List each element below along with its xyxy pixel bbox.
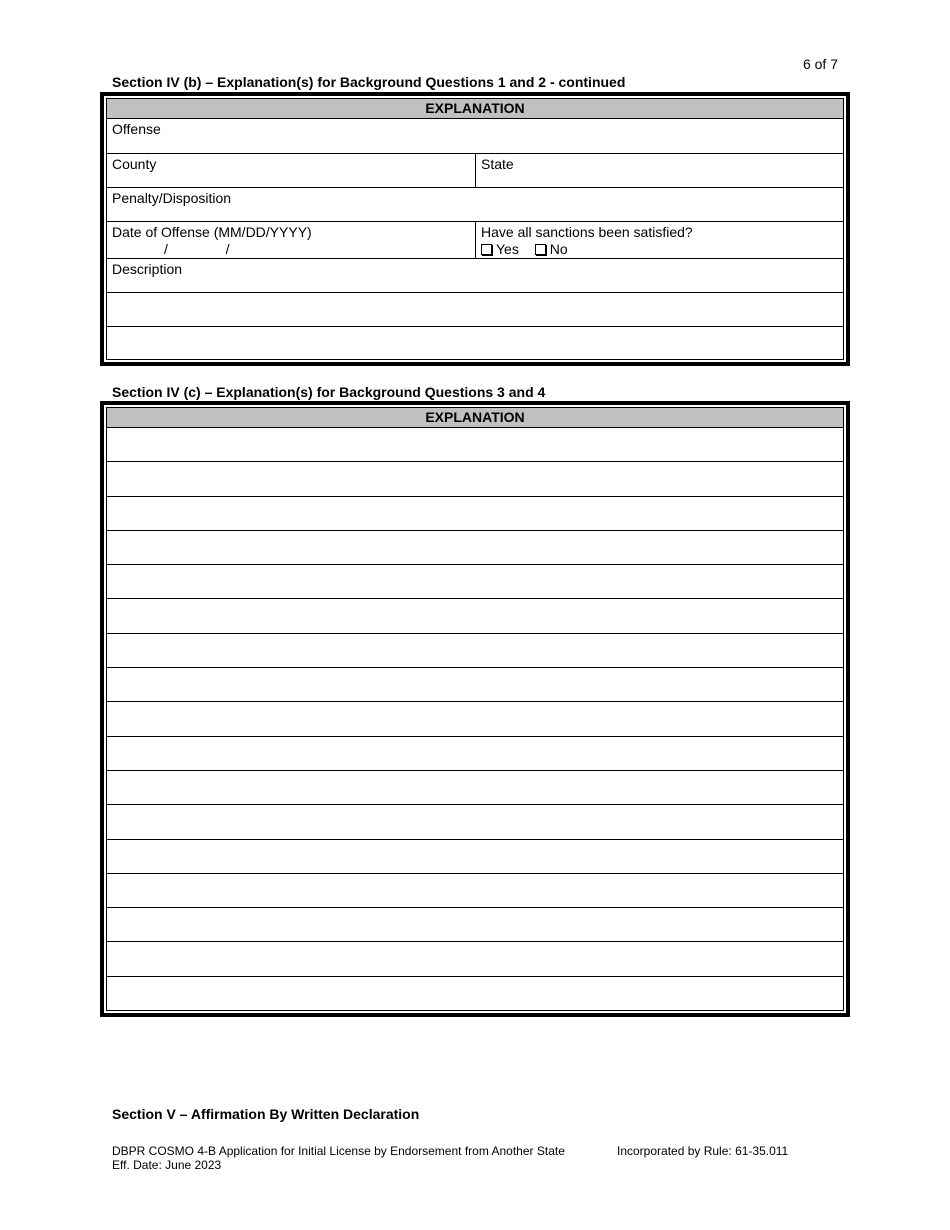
footer-rule: Incorporated by Rule: 61-35.011 xyxy=(617,1144,789,1158)
yes-label: Yes xyxy=(496,241,519,257)
explanation-line[interactable] xyxy=(107,565,843,599)
state-label: State xyxy=(481,156,514,172)
yes-checkbox[interactable] xyxy=(481,244,492,255)
section-v-title: Section V – Affirmation By Written Declaration xyxy=(112,1106,420,1122)
page-number: 6 of 7 xyxy=(802,56,838,72)
date-slash-2: / xyxy=(225,241,230,257)
section-b-header: EXPLANATION xyxy=(107,99,843,119)
explanation-line[interactable] xyxy=(107,874,843,908)
county-state-row xyxy=(107,154,843,188)
penalty-row[interactable] xyxy=(107,188,843,222)
explanation-line[interactable] xyxy=(107,977,843,1011)
explanation-line[interactable] xyxy=(107,908,843,942)
date-of-offense-label: Date of Offense (MM/DD/YYYY) xyxy=(112,224,312,240)
explanation-line[interactable] xyxy=(107,634,843,668)
section-c-header: EXPLANATION xyxy=(107,408,843,428)
date-sanctions-row xyxy=(107,222,843,259)
section-b-table xyxy=(100,92,850,366)
offense-row[interactable] xyxy=(107,119,843,154)
footer xyxy=(112,1144,565,1172)
explanation-line[interactable] xyxy=(107,737,843,771)
offense-label: Offense xyxy=(112,121,161,137)
no-checkbox[interactable] xyxy=(535,244,546,255)
county-field[interactable] xyxy=(107,154,476,187)
section-c-table xyxy=(100,401,850,1017)
section-b-title: Section IV (b) – Explanation(s) for Background Questions 1 and 2 - continued xyxy=(112,74,626,90)
sanctions-options xyxy=(481,241,838,258)
sanctions-field xyxy=(476,222,843,258)
explanation-line[interactable] xyxy=(107,668,843,702)
sanctions-label: Have all sanctions been satisfied? xyxy=(481,224,693,240)
section-c-title: Section IV (c) – Explanation(s) for Background Questions 3 and 4 xyxy=(112,384,546,400)
description-line[interactable] xyxy=(107,327,843,361)
explanation-line[interactable] xyxy=(107,497,843,531)
date-slash-1: / xyxy=(164,241,168,257)
description-line[interactable] xyxy=(107,293,843,327)
description-row[interactable] xyxy=(107,259,843,293)
county-label: County xyxy=(112,156,157,172)
date-slashes xyxy=(112,241,470,258)
date-of-offense-field[interactable] xyxy=(107,222,476,258)
explanation-line[interactable] xyxy=(107,840,843,874)
penalty-label: Penalty/Disposition xyxy=(112,190,232,206)
description-label: Description xyxy=(112,261,183,277)
no-label: No xyxy=(549,241,568,257)
state-field[interactable] xyxy=(476,154,843,187)
explanation-line[interactable] xyxy=(107,531,843,565)
explanation-line[interactable] xyxy=(107,942,843,976)
explanation-line[interactable] xyxy=(107,428,843,462)
explanation-line[interactable] xyxy=(107,771,843,805)
footer-form-name: DBPR COSMO 4-B Application for Initial License by Endorsement from Another State xyxy=(112,1144,565,1158)
explanation-line[interactable] xyxy=(107,805,843,839)
explanation-line[interactable] xyxy=(107,702,843,736)
footer-eff-date: Eff. Date: June 2023 xyxy=(112,1158,222,1172)
explanation-line[interactable] xyxy=(107,599,843,633)
explanation-line[interactable] xyxy=(107,462,843,496)
